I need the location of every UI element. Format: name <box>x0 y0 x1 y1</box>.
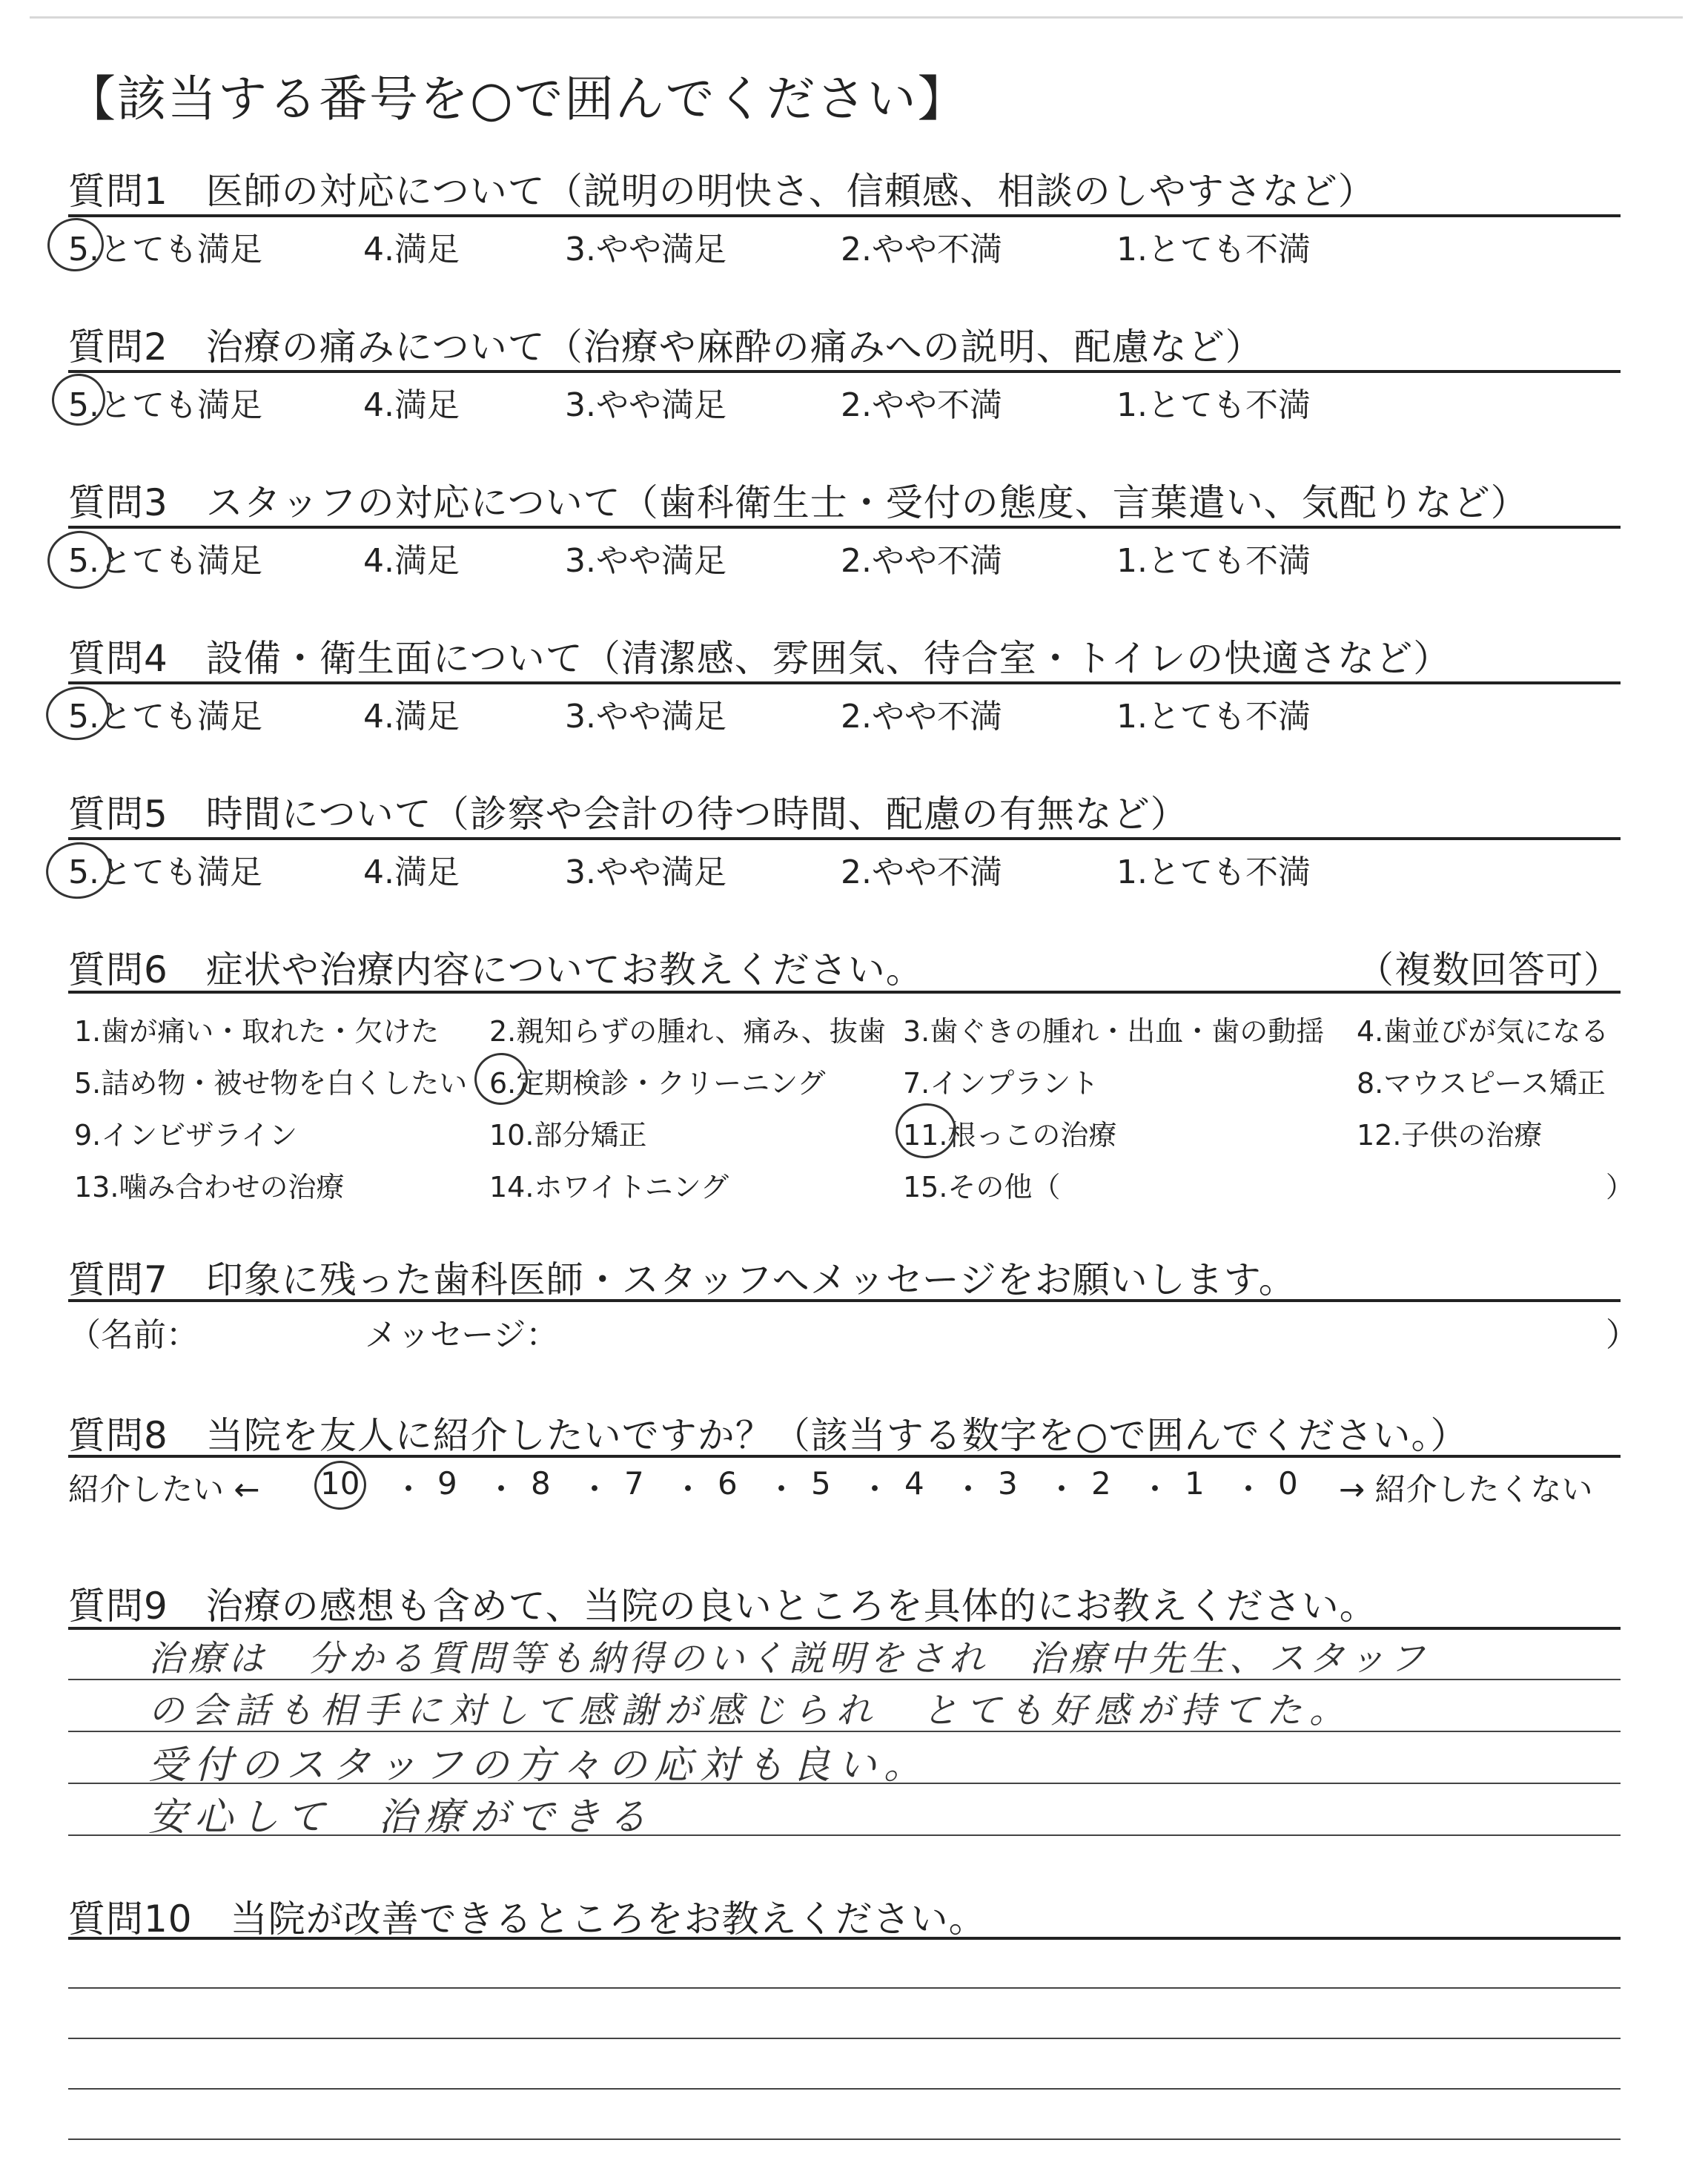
q3-option-2[interactable]: 2.やや不満 <box>841 542 1002 580</box>
q8-dot: ・ <box>1233 1471 1265 1507</box>
q6-note: （複数回答可） <box>1357 948 1621 991</box>
q5-option-1[interactable]: 1.とても不満 <box>1116 853 1311 891</box>
q6-title: 質問6 症状や治療内容についてお教えください。 <box>68 948 924 991</box>
q8-scale-1[interactable]: 1 <box>1185 1465 1205 1502</box>
q3-option-1[interactable]: 1.とても不満 <box>1116 542 1311 580</box>
q8-scale-2[interactable]: 2 <box>1091 1465 1111 1502</box>
q8-dot: ・ <box>579 1471 611 1507</box>
q6-option-8[interactable]: 8.マウスピース矯正 <box>1357 1067 1606 1100</box>
q1-title: 質問1 医師の対応について（説明の明快さ、信頼感、相談のしやすさなど） <box>68 170 1376 213</box>
q10-writing-line <box>68 2038 1621 2039</box>
q1-option-3[interactable]: 3.やや満足 <box>565 231 726 268</box>
q10-writing-line <box>68 2088 1621 2090</box>
q8-title: 質問8 当院を友人に紹介したいですか？（該当する数字を○で囲んでください。） <box>68 1414 1469 1457</box>
q7-name-label: （名前： <box>68 1316 199 1354</box>
q8-scale-3[interactable]: 3 <box>998 1465 1018 1502</box>
q8-dot: ・ <box>393 1471 425 1507</box>
q5-option-4[interactable]: 4.満足 <box>363 853 460 891</box>
q4-rule <box>68 681 1621 684</box>
q6-option-11[interactable]: 11.根っこの治療 <box>903 1119 1117 1152</box>
q7-close-paren: ） <box>1606 1316 1638 1354</box>
q9-handwriting-line-4: 安心して 治療ができる <box>148 1795 655 1840</box>
q8-dot: ・ <box>953 1471 984 1507</box>
q6-option-6[interactable]: 6.定期検診・クリーニング <box>489 1067 826 1100</box>
q4-option-3[interactable]: 3.やや満足 <box>565 698 726 736</box>
q8-scale-5[interactable]: 5 <box>811 1465 831 1502</box>
q6-option-15[interactable]: 15.その他（ <box>903 1171 1061 1203</box>
q8-scale-7[interactable]: 7 <box>624 1465 644 1502</box>
q1-rule <box>68 214 1621 217</box>
q6-option-4[interactable]: 4.歯並びが気になる <box>1357 1015 1609 1048</box>
q6-option-1[interactable]: 1.歯が痛い・取れた・欠けた <box>74 1015 440 1048</box>
q9-handwriting-line-2: の会話も相手に対して感謝が感じられ とても好感が持てた。 <box>148 1690 1353 1731</box>
q10-rule <box>68 1937 1621 1940</box>
q2-option-1[interactable]: 1.とても不満 <box>1116 386 1311 424</box>
q8-dot: ・ <box>1046 1471 1078 1507</box>
q2-option-3[interactable]: 3.やや満足 <box>565 386 726 424</box>
q3-option-5[interactable]: 5.とても満足 <box>68 542 262 580</box>
q5-title: 質問5 時間について（診察や会計の待つ時間、配慮の有無など） <box>68 793 1188 836</box>
q6-rule <box>68 991 1621 994</box>
q8-dot: ・ <box>766 1471 798 1507</box>
q8-scale-10[interactable]: 10 <box>320 1465 360 1502</box>
q6-option-14[interactable]: 14.ホワイトニング <box>489 1171 729 1203</box>
q10-title: 質問10 当院が改善できるところをお教えください。 <box>68 1898 987 1941</box>
top-edge-line <box>30 16 1683 19</box>
q8-scale-0[interactable]: 0 <box>1278 1465 1298 1502</box>
q5-option-5[interactable]: 5.とても満足 <box>68 853 262 891</box>
q4-option-2[interactable]: 2.やや不満 <box>841 698 1002 736</box>
q1-option-1[interactable]: 1.とても不満 <box>1116 231 1311 268</box>
q4-option-1[interactable]: 1.とても不満 <box>1116 698 1311 736</box>
q5-option-3[interactable]: 3.やや満足 <box>565 853 726 891</box>
q8-scale-6[interactable]: 6 <box>718 1465 738 1502</box>
q7-title: 質問7 印象に残った歯科医師・スタッフへメッセージをお願いします。 <box>68 1258 1297 1301</box>
q8-scale-8[interactable]: 8 <box>531 1465 551 1502</box>
q1-option-2[interactable]: 2.やや不満 <box>841 231 1002 268</box>
q8-dot: ・ <box>486 1471 517 1507</box>
q2-option-4[interactable]: 4.満足 <box>363 386 460 424</box>
q4-option-4[interactable]: 4.満足 <box>363 698 460 736</box>
q6-option-5[interactable]: 5.詰め物・被せ物を白くしたい <box>74 1067 468 1100</box>
q6-option-2[interactable]: 2.親知らずの腫れ、痛み、抜歯 <box>489 1015 886 1048</box>
q8-dot: ・ <box>1139 1471 1171 1507</box>
q8-dot: ・ <box>672 1471 704 1507</box>
q6-option-9[interactable]: 9.インビザライン <box>74 1119 298 1152</box>
q4-option-5[interactable]: 5.とても満足 <box>68 698 262 736</box>
q3-title: 質問3 スタッフの対応について（歯科衛生士・受付の態度、言葉遣い、気配りなど） <box>68 481 1529 524</box>
q1-option-5[interactable]: 5.とても満足 <box>68 231 262 268</box>
q3-option-3[interactable]: 3.やや満足 <box>565 542 726 580</box>
q6-option-12[interactable]: 12.子供の治療 <box>1357 1119 1543 1152</box>
q3-rule <box>68 526 1621 529</box>
q2-rule <box>68 370 1621 373</box>
q4-title: 質問4 設備・衛生面について（清潔感、雰囲気、待合室・トイレの快適さなど） <box>68 637 1452 680</box>
q2-title: 質問2 治療の痛みについて（治療や麻酔の痛みへの説明、配慮など） <box>68 326 1263 369</box>
q5-rule <box>68 837 1621 840</box>
q8-rule <box>68 1455 1621 1458</box>
q7-rule <box>68 1299 1621 1302</box>
q9-handwriting-line-1: 治療は 分かる質問等も納得のいく説明をされ 治療中先生、スタッフ <box>148 1638 1430 1680</box>
q8-dot: ・ <box>859 1471 891 1507</box>
q3-option-4[interactable]: 4.満足 <box>363 542 460 580</box>
q6-option-15-close: ） <box>1606 1171 1635 1203</box>
q6-option-3[interactable]: 3.歯ぐきの腫れ・出血・歯の動揺 <box>903 1015 1325 1048</box>
q8-scale-9[interactable]: 9 <box>437 1465 457 1502</box>
q8-scale-4[interactable]: 4 <box>904 1465 924 1502</box>
q7-message-label: メッセージ： <box>365 1316 559 1354</box>
q8-right-label: → 紹介したくない <box>1339 1471 1593 1507</box>
page-heading: 【該当する番号を○で囲んでください】 <box>67 70 968 128</box>
q9-title: 質問9 治療の感想も含めて、当院の良いところを具体的にお教えください。 <box>68 1585 1377 1628</box>
q2-option-2[interactable]: 2.やや不満 <box>841 386 1002 424</box>
q2-option-5[interactable]: 5.とても満足 <box>68 386 262 424</box>
q5-option-2[interactable]: 2.やや不満 <box>841 853 1002 891</box>
q10-writing-line <box>68 1987 1621 1989</box>
q1-option-4[interactable]: 4.満足 <box>363 231 460 268</box>
q10-writing-line <box>68 2138 1621 2140</box>
q6-option-10[interactable]: 10.部分矯正 <box>489 1119 647 1152</box>
q9-handwriting-line-3: 受付のスタッフの方々の応対も良い。 <box>148 1743 930 1788</box>
q6-option-7[interactable]: 7.インプラント <box>903 1067 1099 1100</box>
q6-option-13[interactable]: 13.噛み合わせの治療 <box>74 1171 345 1203</box>
q8-left-label: 紹介したい ← <box>68 1471 260 1507</box>
